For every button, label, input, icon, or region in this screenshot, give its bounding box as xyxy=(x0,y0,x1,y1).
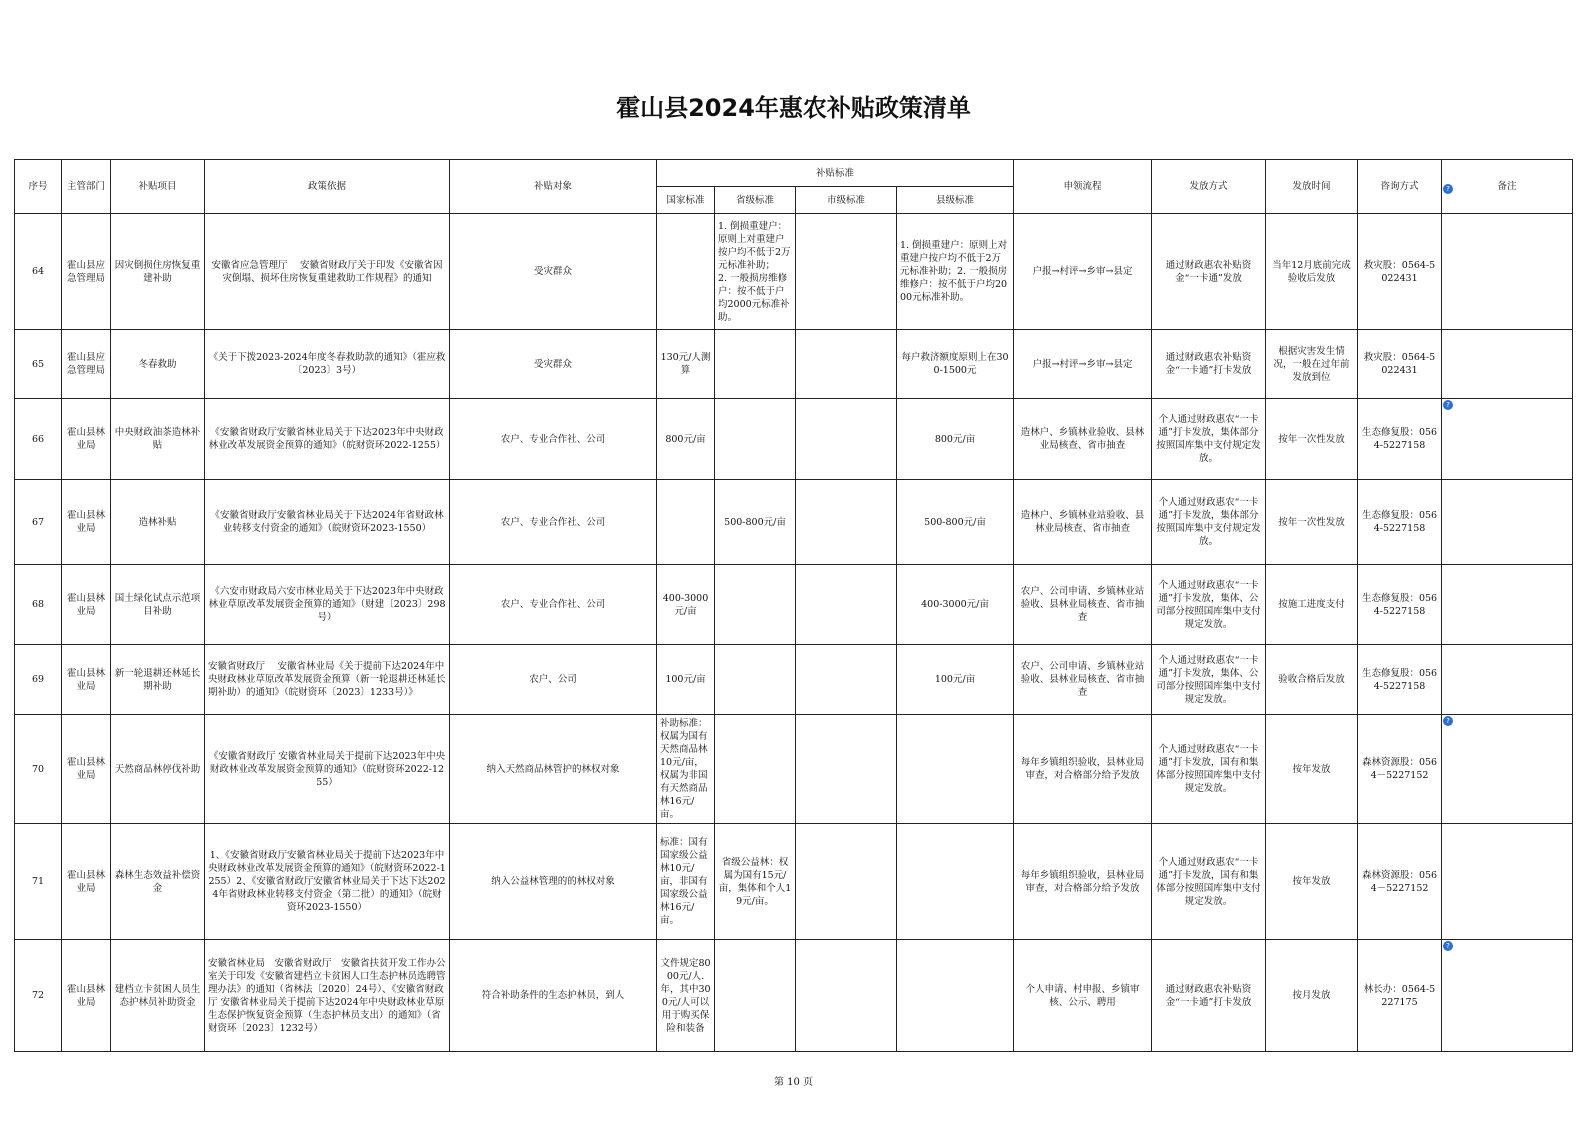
cell-dept: 霍山县应急管理局 xyxy=(62,214,111,330)
table-row xyxy=(15,824,1573,940)
cell-method: 通过财政惠农补贴资金“一卡通”打卡发放 xyxy=(1152,940,1266,1052)
cell-item: 天然商品林停伐补助 xyxy=(111,715,205,824)
cell-remark xyxy=(1442,715,1573,824)
cell-seq: 70 xyxy=(15,715,62,824)
cell-time: 按月发放 xyxy=(1266,940,1358,1052)
cell-national: 100元/亩 xyxy=(657,645,715,715)
cell-target: 农户、专业合作社、公司 xyxy=(450,399,657,480)
cell-dept: 霍山县林业局 xyxy=(62,399,111,480)
cell-time: 根据灾害发生情况，一般在过年前发放到位 xyxy=(1266,330,1358,399)
cell-county xyxy=(897,715,1014,824)
header-national: 国家标准 xyxy=(657,187,715,214)
cell-national xyxy=(657,480,715,565)
cell-basis: 安徽省应急管理厅 安徽省财政厅关于印发《安徽省因灾倒塌、损坏住房恢复重建救助工作规程》的通知 xyxy=(205,214,450,330)
cell-national: 文件规定8000元/人.年，其中300元/人可以用于购买保险和装备 xyxy=(657,940,715,1052)
table-row xyxy=(15,645,1573,715)
cell-seq: 65 xyxy=(15,330,62,399)
table-row xyxy=(15,330,1573,399)
cell-target: 纳入公益林管理的的林权对象 xyxy=(450,824,657,940)
table-row xyxy=(15,565,1573,645)
cell-process: 每年乡镇组织验收，县林业局审查，对合格部分给予发放 xyxy=(1014,824,1152,940)
header-seq: 序号 xyxy=(15,160,62,214)
cell-target: 农户、公司 xyxy=(450,645,657,715)
cell-national xyxy=(657,214,715,330)
cell-county: 每户救济额度原则上在300-1500元 xyxy=(897,330,1014,399)
cell-method: 通过财政惠农补贴资金“一卡通”发放 xyxy=(1152,214,1266,330)
cell-county xyxy=(897,940,1014,1052)
cell-city xyxy=(796,715,897,824)
cell-contact: 救灾股：0564-5022431 xyxy=(1358,330,1442,399)
cell-county xyxy=(897,824,1014,940)
cell-remark xyxy=(1442,214,1573,330)
cell-process: 每年乡镇组织验收，县林业局审查，对合格部分给予发放 xyxy=(1014,715,1152,824)
header-row-1 xyxy=(15,160,1573,187)
table-row xyxy=(15,715,1573,824)
cell-time: 按年发放 xyxy=(1266,715,1358,824)
cell-provincial xyxy=(715,940,796,1052)
cell-dept: 霍山县应急管理局 xyxy=(62,330,111,399)
cell-county: 800元/亩 xyxy=(897,399,1014,480)
cell-contact: 生态修复股：0564-5227158 xyxy=(1358,399,1442,480)
cell-remark xyxy=(1442,940,1573,1052)
cell-provincial: 1. 倒损重建户：原则上对重建户按户均不低于2万元标准补助； 2. 一般损房维修户：按不低于户均2000元标准补助。 xyxy=(715,214,796,330)
header-standard: 补贴标准 xyxy=(657,160,1014,187)
cell-provincial xyxy=(715,330,796,399)
cell-city xyxy=(796,824,897,940)
header-target: 补贴对象 xyxy=(450,160,657,214)
cell-seq: 64 xyxy=(15,214,62,330)
cell-city xyxy=(796,399,897,480)
header-remark-label: 备注 xyxy=(1497,181,1517,192)
cell-provincial xyxy=(715,715,796,824)
page-title: 霍山县2024年惠农补贴政策清单 xyxy=(616,94,971,122)
cell-national: 800元/亩 xyxy=(657,399,715,480)
cell-seq: 68 xyxy=(15,565,62,645)
cell-basis: 《安徽省财政厅 安徽省林业局关于提前下达2023年中央财政林业改革发展资金预算的通知》（皖财资环2022-1255） xyxy=(205,715,450,824)
header-basis: 政策依据 xyxy=(205,160,450,214)
cell-county: 500-800元/亩 xyxy=(897,480,1014,565)
cell-time: 按年一次性发放 xyxy=(1266,399,1358,480)
page-number: 第 10 页 xyxy=(773,1077,814,1088)
header-dept: 主管部门 xyxy=(62,160,111,214)
cell-item: 新一轮退耕还林延长期补助 xyxy=(111,645,205,715)
cell-basis: 1、《安徽省财政厅安徽省林业局关于提前下达2023年中央财政林业改革发展资金预算的通知》（皖财资环2022-1255）2、《安徽省财政厅安徽省林业局关于下达下达2024年省财政林业转移支付资金（第二批）的通知》（皖财资环2023-1550） xyxy=(205,824,450,940)
table-row xyxy=(15,480,1573,565)
cell-seq: 66 xyxy=(15,399,62,480)
cell-remark xyxy=(1442,330,1573,399)
cell-seq: 69 xyxy=(15,645,62,715)
cell-contact: 生态修复股：0564-5227158 xyxy=(1358,565,1442,645)
cell-item: 冬春救助 xyxy=(111,330,205,399)
table-row xyxy=(15,940,1573,1052)
cell-method: 个人通过财政惠农“一卡通”打卡发放，集体部分按照国库集中支付规定发放。 xyxy=(1152,399,1266,480)
cell-contact: 森林资源股：0564－5227152 xyxy=(1358,715,1442,824)
cell-dept: 霍山县林业局 xyxy=(62,565,111,645)
cell-item: 国土绿化试点示范项目补助 xyxy=(111,565,205,645)
cell-city xyxy=(796,214,897,330)
cell-time: 按施工进度支付 xyxy=(1266,565,1358,645)
cell-city xyxy=(796,565,897,645)
cell-provincial: 省级公益林：权属为国有15元/亩，集体和个人19元/亩。 xyxy=(715,824,796,940)
cell-target: 纳入天然商品林管护的林权对象 xyxy=(450,715,657,824)
cell-process: 个人申请、村申报、乡镇审核、公示、聘用 xyxy=(1014,940,1152,1052)
cell-item: 中央财政油茶造林补贴 xyxy=(111,399,205,480)
cell-remark xyxy=(1442,480,1573,565)
cell-seq: 67 xyxy=(15,480,62,565)
cell-provincial xyxy=(715,565,796,645)
cell-city xyxy=(796,480,897,565)
table-row xyxy=(15,214,1573,330)
cell-remark xyxy=(1442,565,1573,645)
cell-method: 通过财政惠农补贴资金“一卡通”打卡发放 xyxy=(1152,330,1266,399)
cell-dept: 霍山县林业局 xyxy=(62,480,111,565)
cell-provincial xyxy=(715,399,796,480)
comment-marker-icon[interactable]: ? xyxy=(1443,716,1453,726)
comment-marker-icon[interactable]: ? xyxy=(1443,184,1453,194)
cell-target: 农户、专业合作社、公司 xyxy=(450,565,657,645)
cell-national: 130元/人测算 xyxy=(657,330,715,399)
cell-national: 补助标准：权属为国有天然商品林10元/亩，权属为非国有天然商品林16元/亩。 xyxy=(657,715,715,824)
cell-national: 400-3000元/亩 xyxy=(657,565,715,645)
cell-provincial: 500-800元/亩 xyxy=(715,480,796,565)
cell-remark xyxy=(1442,645,1573,715)
header-method: 发放方式 xyxy=(1152,160,1266,214)
cell-basis: 《安徽省财政厅安徽省林业局关于下达2024年省财政林业转移支付资金的通知》（皖财资环2023-1550） xyxy=(205,480,450,565)
cell-city xyxy=(796,940,897,1052)
cell-item: 造林补贴 xyxy=(111,480,205,565)
cell-dept: 霍山县林业局 xyxy=(62,715,111,824)
cell-item: 建档立卡贫困人员生态护林员补助资金 xyxy=(111,940,205,1052)
cell-time: 当年12月底前完成验收后发放 xyxy=(1266,214,1358,330)
cell-time: 验收合格后发放 xyxy=(1266,645,1358,715)
cell-target: 受灾群众 xyxy=(450,214,657,330)
cell-method: 个人通过财政惠农“一卡通”打卡发放，集体、公司部分按照国库集中支付规定发放。 xyxy=(1152,645,1266,715)
cell-contact: 生态修复股：0564-5227158 xyxy=(1358,645,1442,715)
cell-basis: 《六安市财政局六安市林业局关于下达2023年中央财政林业草原改革发展资金预算的通知》（财建〔2023〕298号） xyxy=(205,565,450,645)
cell-process: 造林户、乡镇林业验收、县林业局核查、省市抽查 xyxy=(1014,399,1152,480)
cell-seq: 71 xyxy=(15,824,62,940)
cell-dept: 霍山县林业局 xyxy=(62,645,111,715)
cell-contact: 森林资源股：0564－5227152 xyxy=(1358,824,1442,940)
cell-basis: 《关于下拨2023-2024年度冬春救助款的通知》（霍应救〔2023〕3号） xyxy=(205,330,450,399)
cell-city xyxy=(796,330,897,399)
cell-method: 个人通过财政惠农“一卡通”打卡发放，国有和集体部分按照国库集中支付规定发放。 xyxy=(1152,715,1266,824)
cell-process: 农户、公司申请、乡镇林业站验收、县林业局核查、省市抽查 xyxy=(1014,645,1152,715)
cell-county: 400-3000元/亩 xyxy=(897,565,1014,645)
cell-method: 个人通过财政惠农“一卡通”打卡发放，国有和集体部分按照国库集中支付规定发放。 xyxy=(1152,824,1266,940)
cell-item: 因灾倒损住房恢复重建补助 xyxy=(111,214,205,330)
cell-method: 个人通过财政惠农“一卡通”打卡发放，集体、公司部分按照国库集中支付规定发放。 xyxy=(1152,565,1266,645)
cell-basis: 《安徽省财政厅安徽省林业局关于下达2023年中央财政林业改革发展资金预算的通知》（皖财资环2022-1255） xyxy=(205,399,450,480)
cell-target: 符合补助条件的生态护林员，到人 xyxy=(450,940,657,1052)
cell-city xyxy=(796,645,897,715)
table-row xyxy=(15,399,1573,480)
header-city: 市级标准 xyxy=(796,187,897,214)
header-remark xyxy=(1442,160,1573,214)
cell-dept: 霍山县林业局 xyxy=(62,940,111,1052)
header-county: 县级标准 xyxy=(897,187,1014,214)
cell-time: 按年发放 xyxy=(1266,824,1358,940)
header-item: 补贴项目 xyxy=(111,160,205,214)
comment-marker-icon[interactable]: ? xyxy=(1443,941,1453,951)
cell-remark xyxy=(1442,399,1573,480)
cell-time: 按年一次性发放 xyxy=(1266,480,1358,565)
cell-contact: 救灾股：0564-5022431 xyxy=(1358,214,1442,330)
cell-process: 农户、公司申请、乡镇林业站验收、县林业局核查、省市抽查 xyxy=(1014,565,1152,645)
cell-national: 标准：国有国家级公益林10元/亩，非国有国家级公益林16元/亩。 xyxy=(657,824,715,940)
comment-marker-icon[interactable]: ? xyxy=(1443,400,1453,410)
cell-process: 户报→村评→乡审→县定 xyxy=(1014,214,1152,330)
header-process: 申领流程 xyxy=(1014,160,1152,214)
cell-method: 个人通过财政惠农“一卡通”打卡发放，集体部分按照国库集中支付规定发放。 xyxy=(1152,480,1266,565)
cell-process: 造林户、乡镇林业站验收、县林业局核查、省市抽查 xyxy=(1014,480,1152,565)
header-provincial: 省级标准 xyxy=(715,187,796,214)
cell-item: 森林生态效益补偿资金 xyxy=(111,824,205,940)
cell-target: 农户、专业合作社、公司 xyxy=(450,480,657,565)
cell-process: 户报→村评→乡审→县定 xyxy=(1014,330,1152,399)
header-contact: 咨询方式 xyxy=(1358,160,1442,214)
header-time: 发放时间 xyxy=(1266,160,1358,214)
cell-basis: 安徽省林业局 安徽省财政厅 安徽省扶贫开发工作办公室关于印发《安徽省建档立卡贫困人口生态护林员选聘管理办法》的通知（省林法〔2020〕24号）、《安徽省财政厅 安徽省林业局关于提前下达2024年中央财政林业草原生态保护恢复资金预算（生态护林员支出）的通知》（省财资环〔2023〕1232号） xyxy=(205,940,450,1052)
cell-dept: 霍山县林业局 xyxy=(62,824,111,940)
cell-target: 受灾群众 xyxy=(450,330,657,399)
cell-county: 100元/亩 xyxy=(897,645,1014,715)
cell-contact: 林长办：0564-5227175 xyxy=(1358,940,1442,1052)
cell-seq: 72 xyxy=(15,940,62,1052)
cell-provincial xyxy=(715,645,796,715)
subsidy-policy-table xyxy=(14,159,1573,1052)
cell-remark xyxy=(1442,824,1573,940)
cell-county: 1. 倒损重建户：原则上对重建户按户均不低于2万元标准补助；2. 一般损房维修户：按不低于户均2000元标准补助。 xyxy=(897,214,1014,330)
cell-basis: 安徽省财政厅 安徽省林业局《关于提前下达2024年中央财政林业草原改革发展资金预算（新一轮退耕还林延长期补助）的通知》（皖财资环〔2023〕1233号）》 xyxy=(205,645,450,715)
cell-contact: 生态修复股：0564-5227158 xyxy=(1358,480,1442,565)
